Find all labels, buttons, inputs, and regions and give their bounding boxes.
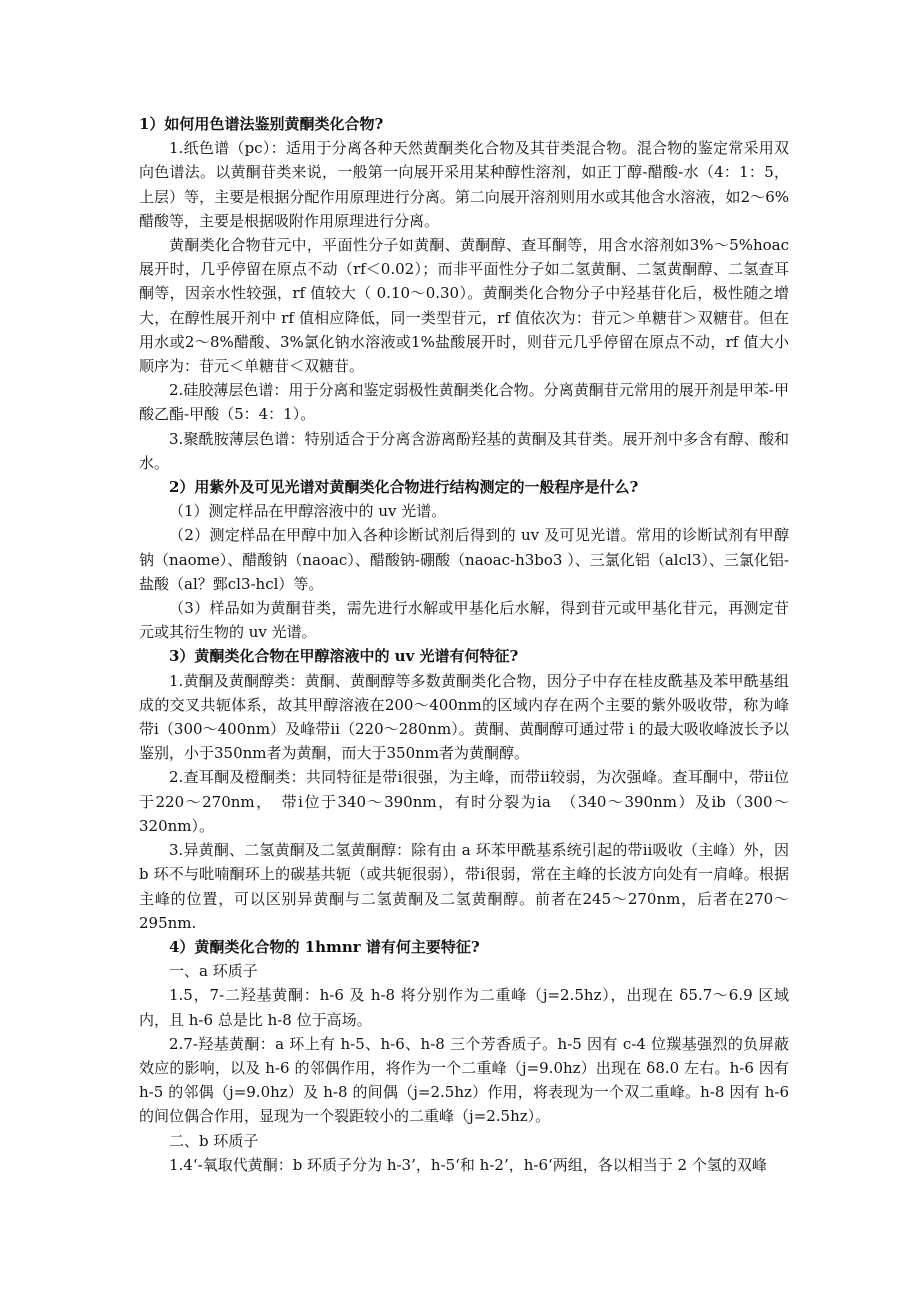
subheading-b-ring: 二、b 环质子	[169, 1131, 259, 1150]
paragraph-4-oxy-flavone: 1.4‘-氧取代黄酮：b 环质子分为 h-3’，h-5‘和 h-2’，h-6‘两组，各以相当于 2 个氢的双峰	[169, 1155, 767, 1174]
paragraph-flavones-flavonols: 1.黄酮及黄酮醇类：黄酮、黄酮醇等多数黄酮类化合物，因分子中存在桂皮酰基及苯甲酰基组成的交叉共轭体系，故其甲醇溶液在200～400nm的区域内存在两个主要的紫外吸收带，称为峰带i（300～400nm）及峰带ii（220～280nm）。黄酮、黄酮醇可通过带 i 的最大吸收峰波长予以鉴别，小于350nm者为黄酮，而大于350nm者为黄酮醇。	[139, 671, 789, 763]
paragraph-isoflavones: 3.异黄酮、二氢黄酮及二氢黄酮醇：除有由 a 环苯甲酰基系统引起的带ii吸收（主峰）外，因 b 环不与吡喃酮环上的碳基共轭（或共轭很弱），带i很弱，常在主峰的长波方向处有一肩峰。根据主峰的位置，可以区别异黄酮与二氢黄酮及二氢黄酮醇。前者在245～270nm，后者在270～295nm.	[139, 841, 789, 932]
section-heading-1: 1）如何用色谱法鉴别黄酮类化合物?	[139, 115, 384, 133]
paragraph-chalcones-aurones: 2.查耳酮及橙酮类：共同特征是带i很强，为主峰，而带ii较弱，为次强峰。查耳酮中，带ii位于220～270nm， 带i位于340～390nm，有时分裂为ia （340～390nm）及ib（300～320nm）。	[139, 768, 789, 835]
paragraph-step-1: （1）测定样品在甲醇溶液中的 uv 光谱。	[169, 502, 447, 521]
document-page	[139, 112, 789, 1177]
paragraph-paper-chromatography: 1.纸色谱（pc）：适用于分离各种天然黄酮类化合物及其苷类混合物。混合物的鉴定常采用双向色谱法。以黄酮苷类来说，一般第一向展开采用某种醇性溶剂，如正丁醇-醋酸-水（4：1：5，上层）等，主要是根据分配作用原理进行分离。第二向展开溶剂则用水或其他含水溶液，如2～6%醋酸等，主要是根据吸附作用原理进行分离。	[139, 139, 789, 230]
subheading-a-ring: 一、a 环质子	[169, 962, 258, 981]
paragraph-step-3: （3）样品如为黄酮苷类，需先进行水解或甲基化后水解，得到苷元或甲基化苷元，再测定苷元或其衍生物的 uv 光谱。	[139, 599, 789, 642]
section-heading-4: 4）黄酮类化合物的 1hmnr 谱有何主要特征?	[169, 937, 480, 956]
paragraph-57-dihydroxyflavone: 1.5，7-二羟基黄酮：h-6 及 h-8 将分别作为二重峰（j=2.5hz），出现在 δ5.7～6.9 区域内，且 h-6 总是比 h-8 位于高场。	[139, 986, 789, 1029]
paragraph-step-2: （2）测定样品在甲醇中加入各种诊断试剂后得到的 uv 及可见光谱。常用的诊断试剂有甲醇钠（naome）、醋酸钠（naoac）、醋酸钠-硼酸（naoac-h3bo3 ）、三氯化铝（alcl3）、三氯化铝-盐酸（al？鄄cl3-hcl）等。	[139, 526, 789, 593]
paragraph-7-hydroxyflavone: 2.7-羟基黄酮：a 环上有 h-5、h-6、h-8 三个芳香质子。h-5 因有 c-4 位羰基强烈的负屏蔽效应的影响，以及 h-6 的邻偶作用，将作为一个二重峰（j=9.0hz）出现在 δ8.0 左右。h-6 因有 h-5 的邻偶（j=9.0hz）及 h-8 的间偶（j=2.5hz）作用，将表现为一个双二重峰。h-8 因有 h-6 的间位偶合作用，显现为一个裂距较小的二重峰（j=2.5hz）。	[139, 1034, 789, 1126]
paragraph-rf-values: 黄酮类化合物苷元中，平面性分子如黄酮、黄酮醇、查耳酮等，用含水溶剂如3%～5%hoac展开时，几乎停留在原点不动（rf＜0.02）；而非平面性分子如二氢黄酮、二氢黄酮醇、二氢查耳酮等，因亲水性较强，rf 值较大（ 0.10～0.30）。黄酮类化合物分子中羟基苷化后，极性随之增大，在醇性展开剂中 rf 值相应降低，同一类型苷元，rf 值依次为：苷元＞单糖苷＞双糖苷。但在用水或2～8%醋酸、3%氯化钠水溶液或1%盐酸展开时，则苷元几乎停留在原点不动，rf 值大小顺序为：苷元＜单糖苷＜双糖苷。	[139, 236, 789, 376]
section-heading-2: 2）用紫外及可见光谱对黄酮类化合物进行结构测定的一般程序是什么?	[169, 478, 639, 497]
paragraph-silica-tlc: 2.硅胶薄层色谱：用于分离和鉴定弱极性黄酮类化合物。分离黄酮苷元常用的展开剂是甲苯-甲酸乙酯-甲酸（5：4：1）。	[139, 381, 789, 424]
paragraph-polyamide-tlc: 3.聚酰胺薄层色谱：特别适合于分离含游离酚羟基的黄酮及其苷类。展开剂中多含有醇、酸和水。	[139, 429, 789, 472]
section-heading-3: 3）黄酮类化合物在甲醇溶液中的 uv 光谱有何特征?	[169, 647, 519, 666]
